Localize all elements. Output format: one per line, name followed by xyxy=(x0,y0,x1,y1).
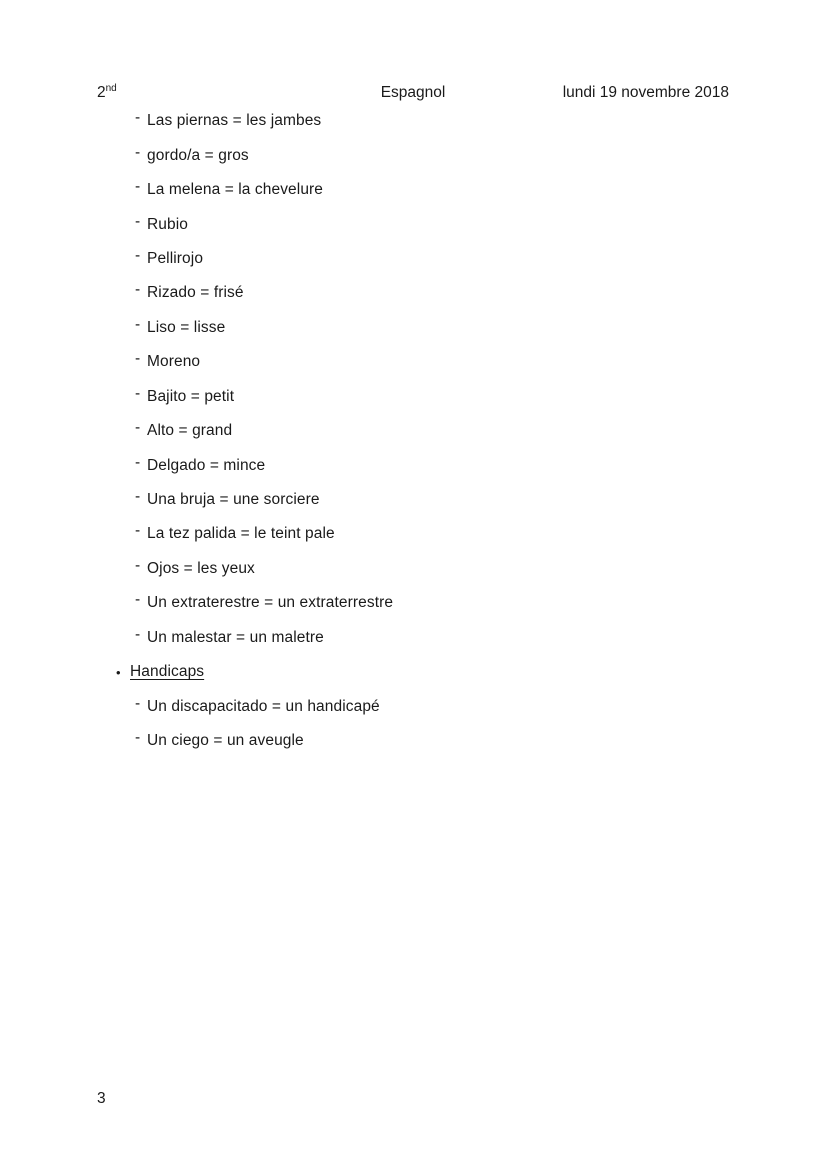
vocab-item-text: La melena = la chevelure xyxy=(147,181,324,199)
class-level xyxy=(97,84,308,101)
vocab-item-text: Un malestar = un maletre xyxy=(147,628,324,646)
vocab-item-text: Rubio xyxy=(147,215,188,233)
section-heading-row xyxy=(97,655,788,689)
dash-marker: - xyxy=(135,694,141,712)
dash-marker: - xyxy=(135,522,141,540)
dash-marker: - xyxy=(135,556,141,574)
vocab-item-text: Pellirojo xyxy=(147,249,204,267)
vocab-item-row xyxy=(97,586,788,620)
vocab-item-row xyxy=(97,448,788,482)
vocab-item-row xyxy=(97,173,788,207)
vocab-item-text: Bajito = petit xyxy=(147,387,235,405)
vocab-item-row xyxy=(97,621,788,655)
class-level-number: 2 xyxy=(97,84,106,101)
dash-marker: - xyxy=(135,350,141,368)
subject-title: Espagnol xyxy=(380,84,446,101)
vocab-item-row xyxy=(97,380,788,414)
vocab-item-text: Un ciego = un aveugle xyxy=(147,732,304,750)
dash-marker: - xyxy=(135,315,141,333)
vocab-item-row xyxy=(97,104,788,138)
dash-marker: - xyxy=(135,384,141,402)
vocab-item-text: Un extraterestre = un extraterrestre xyxy=(147,594,394,612)
dash-marker: - xyxy=(135,212,141,230)
page-number: 3 xyxy=(97,1090,106,1107)
vocab-item-row xyxy=(97,517,788,551)
vocab-item-text: Moreno xyxy=(147,353,201,371)
dash-marker: - xyxy=(135,729,141,747)
header-date: lundi 19 novembre 2018 xyxy=(562,84,730,101)
vocab-item-text: Rizado = frisé xyxy=(147,284,244,302)
vocab-item-row xyxy=(97,138,788,172)
dash-marker: - xyxy=(135,453,141,471)
dash-marker: - xyxy=(135,419,141,437)
section-heading: Handicaps xyxy=(130,663,205,681)
vocab-item-row xyxy=(97,276,788,310)
vocab-item-row xyxy=(97,724,788,758)
dash-marker: - xyxy=(135,246,141,264)
page-footer xyxy=(97,1090,106,1108)
vocab-item-row xyxy=(97,242,788,276)
vocab-item-row xyxy=(97,414,788,448)
vocab-item-text: Liso = lisse xyxy=(147,318,226,336)
vocab-item-text: Una bruja = une sorciere xyxy=(147,491,320,509)
dash-marker: - xyxy=(135,625,141,643)
vocab-item-row xyxy=(97,483,788,517)
bullet-marker: • xyxy=(116,664,121,680)
vocab-item-text: gordo/a = gros xyxy=(147,146,249,164)
vocab-item-row xyxy=(97,311,788,345)
dash-marker: - xyxy=(135,178,141,196)
vocab-item-text: Alto = grand xyxy=(147,422,233,440)
page-header xyxy=(97,84,729,101)
dash-marker: - xyxy=(135,143,141,161)
vocab-item-text: Un discapacitado = un handicapé xyxy=(147,697,380,715)
vocab-list xyxy=(97,104,788,758)
vocab-item-row xyxy=(97,689,788,723)
vocab-item-row xyxy=(97,345,788,379)
dash-marker: - xyxy=(135,591,141,609)
vocab-item-text: La tez palida = le teint pale xyxy=(147,525,335,543)
class-level-suffix: nd xyxy=(105,82,117,94)
vocab-item-text: Ojos = les yeux xyxy=(147,559,255,577)
dash-marker: - xyxy=(135,109,141,127)
vocab-item-row xyxy=(97,207,788,241)
vocab-item-text: Las piernas = les jambes xyxy=(147,112,322,130)
dash-marker: - xyxy=(135,488,141,506)
vocab-item-row xyxy=(97,552,788,586)
dash-marker: - xyxy=(135,281,141,299)
vocab-item-text: Delgado = mince xyxy=(147,456,266,474)
